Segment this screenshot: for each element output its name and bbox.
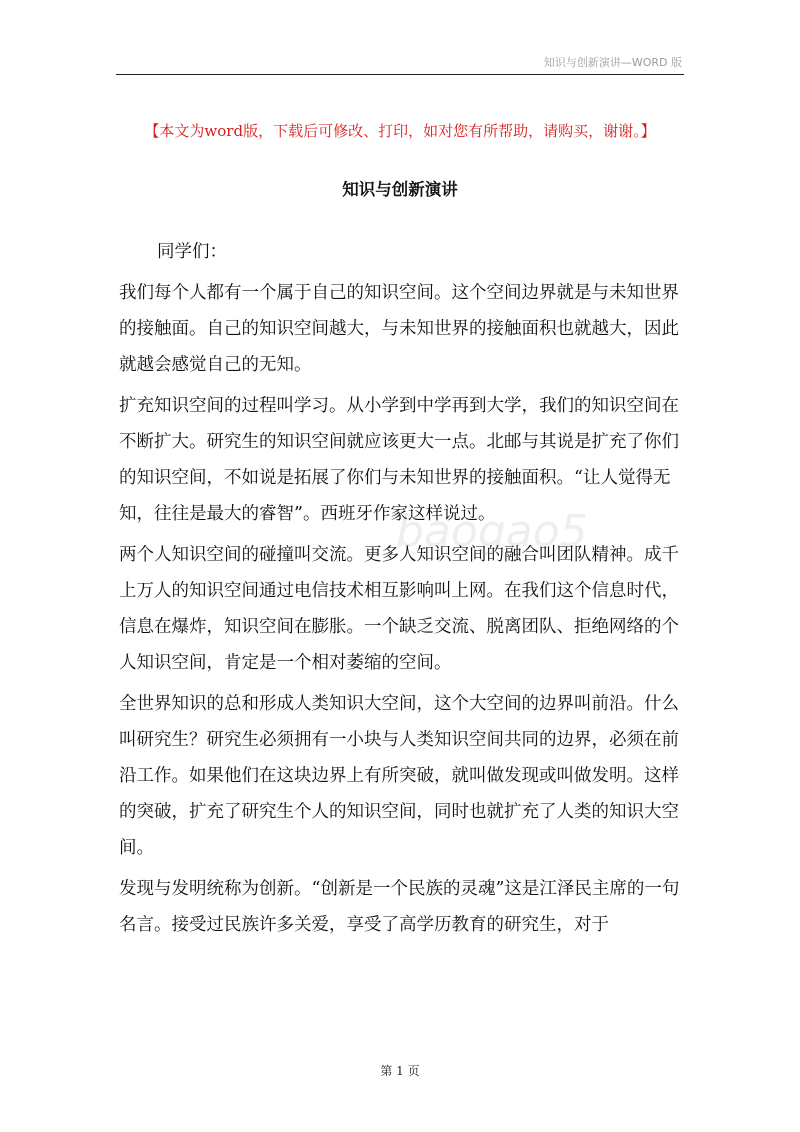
body-paragraph: 扩充知识空间的过程叫学习。从小学到中学再到大学，我们的知识空间在不断扩大。研究生的知识空间就应该更大一点。北邮与其说是扩充了你们的知识空间，不如说是拓展了你们与未知世界的接触面积。“让人觉得无知，往往是最大的睿智”。西班牙作家这样说过。 [119,396,679,524]
body-paragraph: 发现与发明统称为创新。“创新是一个民族的灵魂”这是江泽民主席的一句名言。接受过民族许多关爱，享受了高学历教育的研究生，对于 [119,879,680,935]
document-title: 知识与创新演讲 [342,180,458,199]
body-paragraph: 全世界知识的总和形成人类知识大空间，这个大空间的边界叫前沿。什么叫研究生？研究生必须拥有一小块与人类知识空间共同的边界，必须在前沿工作。如果他们在这块边界上有所突破，就叫做发现或叫做发明。这样的突破，扩充了研究生个人的知识空间，同时也就扩充了人类的知识大空间。 [119,694,679,858]
page-number: 第 1 页 [380,1064,420,1078]
body-paragraph: 两个人知识空间的碰撞叫交流。更多人知识空间的融合叫团队精神。成千上万人的知识空间通过电信技术相互影响叫上网。在我们这个信息时代，信息在爆炸，知识空间在膨胀。一个缺乏交流、脱离团队、拒绝网络的个人知识空间，肯定是一个相对萎缩的空间。 [119,545,679,673]
header-divider [116,74,684,75]
document-body [119,234,685,948]
greeting: 同学们： [157,242,227,262]
body-paragraph: 我们每个人都有一个属于自己的知识空间。这个空间边界就是与未知世界的接触面。自己的知识空间越大，与未知世界的接触面积也就越大，因此就越会感觉自己的无知。 [119,283,679,375]
watermark: baogao5 [396,506,588,557]
running-header: 知识与创新演讲—WORD 版 [543,56,682,69]
download-notice: 【本文为word版，下载后可修改、打印，如对您有所帮助，请购买，谢谢。】 [144,122,656,140]
